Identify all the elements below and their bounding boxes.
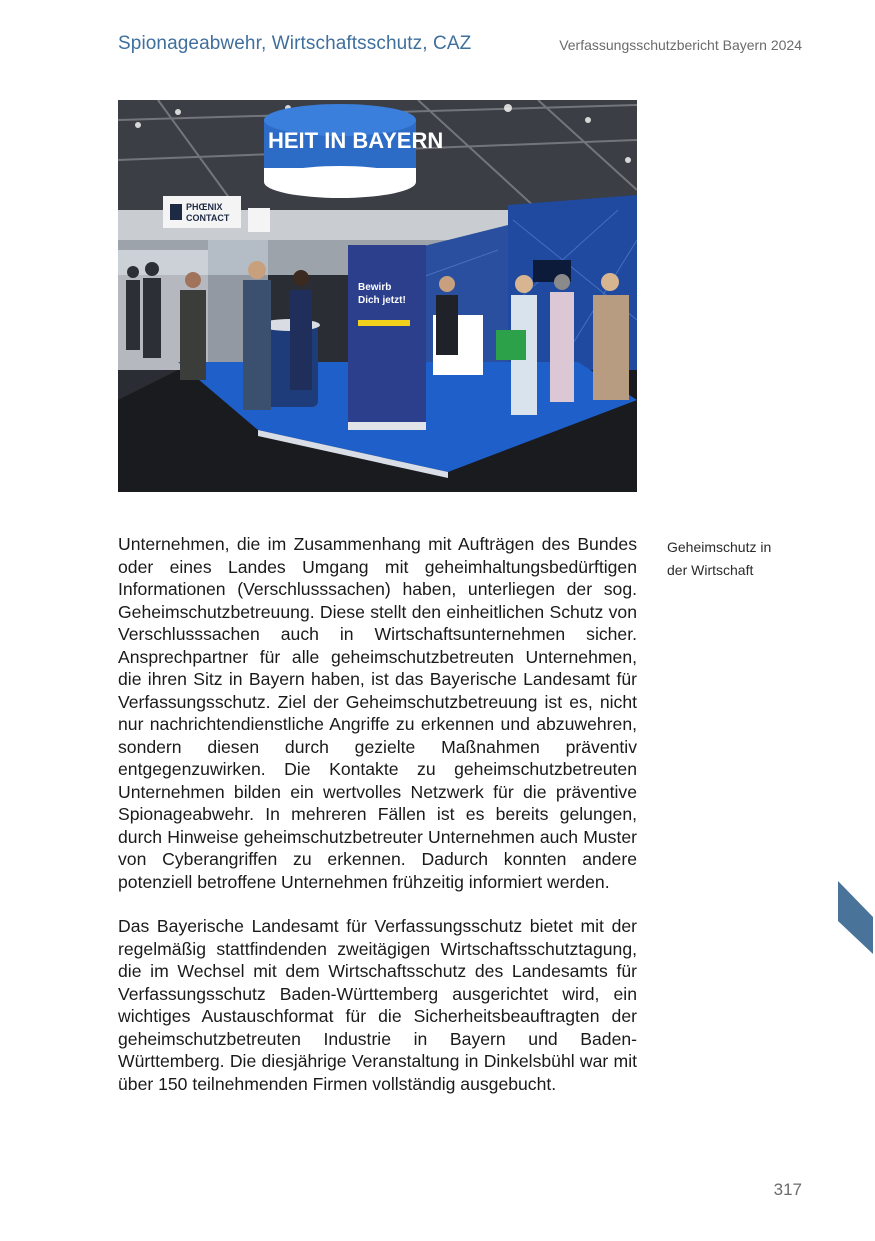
brand-sign-line2: CONTACT: [186, 213, 230, 223]
chapter-edge-tab: [838, 881, 873, 954]
body-text: [118, 533, 637, 1117]
margin-note-line2: der Wirtschaft: [667, 562, 754, 578]
brand-sign-line1: PHŒNIX: [186, 202, 223, 212]
rollup-line2: Dich jetzt!: [358, 295, 406, 306]
rollup-line1: Bewirb: [358, 282, 392, 293]
paragraph-geheimschutz: Unternehmen, die im Zusammenhang mit Aufträgen des Bundes oder eines Landes Umgang mit geheimhaltungsbedürftigen Informationen (Verschlusssachen) haben, unterliegen der sog. Geheimschutzbetreuung. Diese stellt den einheitlichen Schutz von Verschlusssachen auch in Wirtschaftsunternehmen sicher. Ansprechpartner für alle geheimschutzbetreuten Unternehmen, die ihren Sitz in Bayern haben, ist das Bayerische Landesamt für Verfassungsschutz. Ziel der Geheimschutzbetreuung ist es, nicht nur nachrichtendienstliche Angriffe zu erkennen und abzuwehren, sondern diesen durch gezielte Maßnahmen präventiv entgegenzuwirken. Die Kontakte zu geheimschutzbetreuten Unternehmen bilden ein wertvolles Netzwerk für die präventive Spionageabwehr. In mehreren Fällen ist es bereits gelungen, durch Hinweise geheimschutzbetreuter Unternehmen auch Muster von Cyberangriffen zu erkennen. Dadurch konnten andere potenziell betroffene Unternehmen frühzeitig informiert werden.: [118, 534, 637, 892]
margin-note-line1: Geheimschutz in: [667, 539, 772, 555]
report-title: Verfassungsschutzbericht Bayern 2024: [559, 37, 802, 53]
rollup-banner: [348, 245, 426, 425]
banner-text: HEIT IN BAYERN: [268, 128, 444, 153]
margin-note: [667, 536, 807, 582]
paragraph-wirtschaftsschutztagung: Das Bayerische Landesamt für Verfassungsschutz bietet mit der regelmäßig stattfindenden zweitägigen Wirtschaftsschutztagung, die im Wechsel mit dem Wirtschaftsschutz des Landesamts für Verfassungsschutz Baden-Württemberg ausgerichtet wird, ein wichtiges Austauschformat für die Sicherheitsbeauftragten der geheimschutzbetreuten Industrie in Bayern und Baden-Württemberg. Die diesjährige Veranstaltung in Dinkelsbühl war mit über 150 teilnehmenden Firmen vollständig ausgebucht.: [118, 916, 637, 1094]
page-number: 317: [773, 1180, 802, 1199]
section-title: Spionageabwehr, Wirtschaftsschutz, CAZ: [118, 33, 472, 54]
trade-fair-photo: [118, 100, 637, 492]
